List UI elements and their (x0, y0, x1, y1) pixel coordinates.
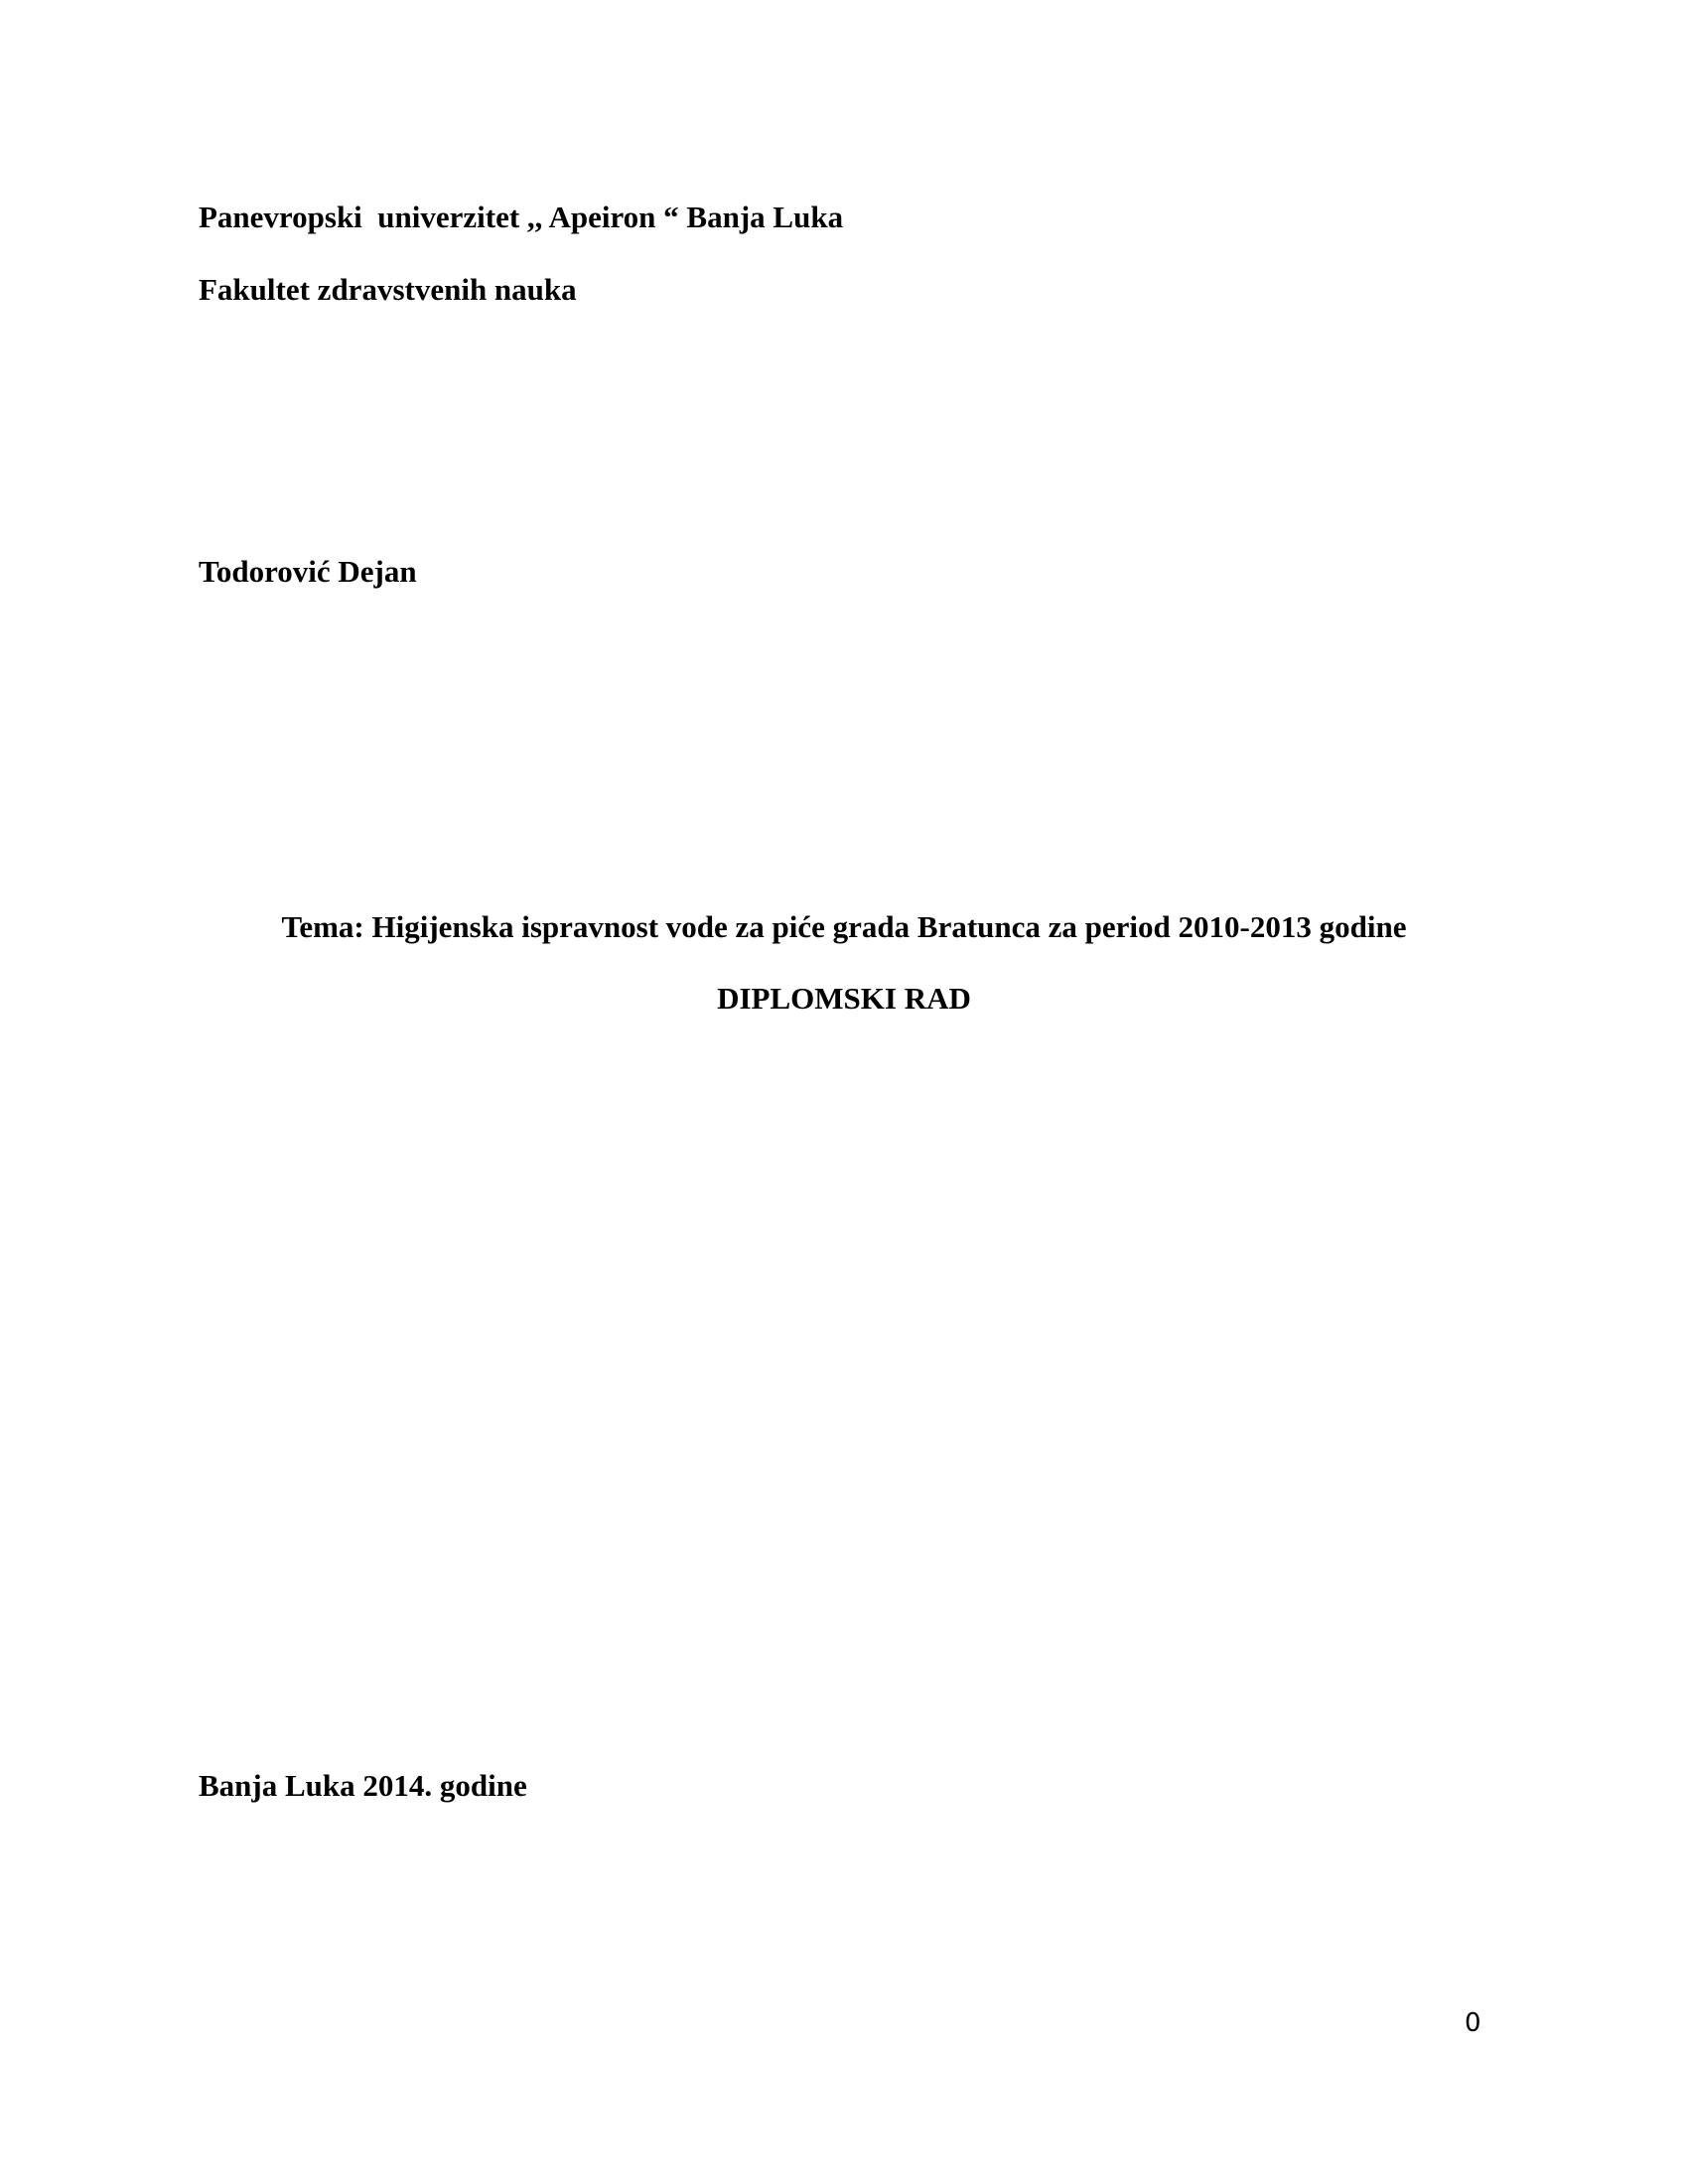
faculty-name: Fakultet zdravstvenih nauka (199, 272, 577, 307)
thesis-type: DIPLOMSKI RAD (717, 981, 971, 1016)
author-name: Todorović Dejan (199, 554, 417, 589)
university-name: Panevropski univerzitet ,, Apeiron “ Banja Luka (199, 200, 844, 234)
page-number: 0 (1465, 2008, 1481, 2038)
place-and-year: Banja Luka 2014. godine (199, 1768, 527, 1803)
thesis-topic: Tema: Higijenska ispravnost vode za piće grada Bratunca za period 2010-2013 godine (281, 909, 1407, 944)
